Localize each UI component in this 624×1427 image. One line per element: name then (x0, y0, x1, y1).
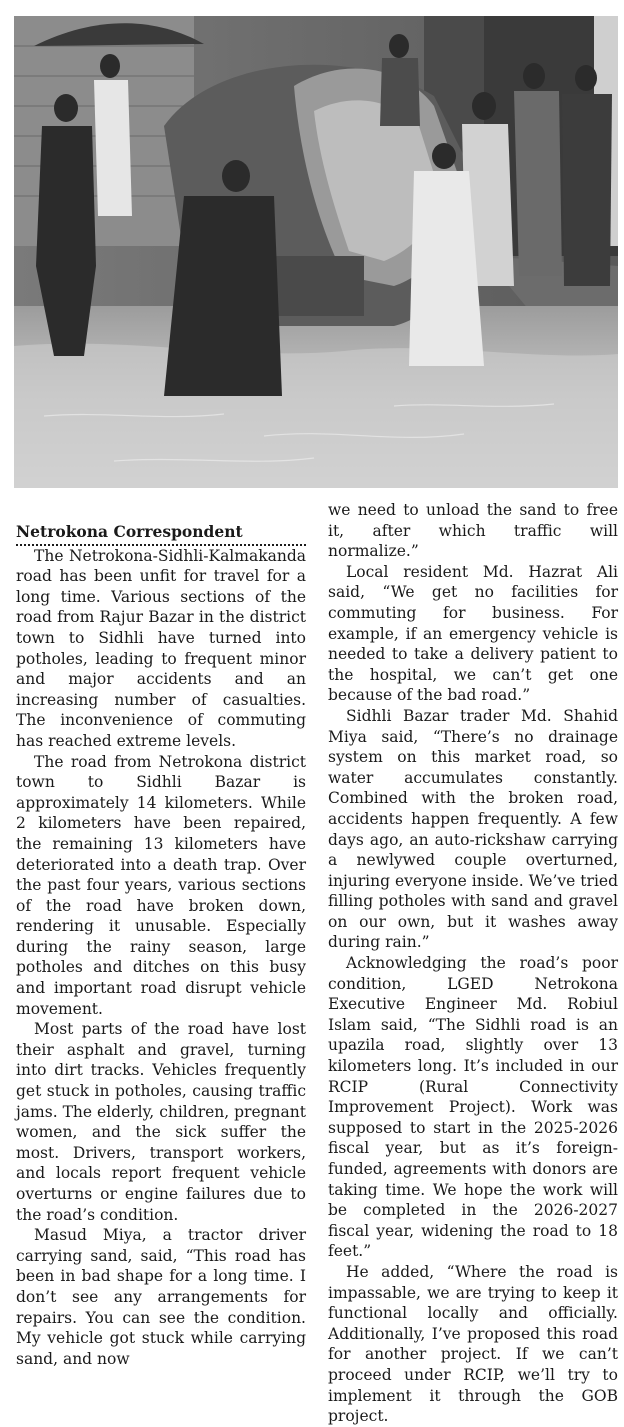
article-paragraph-continuation: we need to unload the sand to free it, after which traffic will normalize.” (328, 501, 618, 561)
article-paragraph: Acknowledging the road’s poor condition, LGED Netrokona Executive Engineer Md. Robiul Islam said, “The Sidhli road is an upazila road, slightly over 13 kilometers long. It’s included in our RCIP (Rural Connectivity Improvement Project). Work was supposed to start in the 2025-2026 fiscal year, but as it’s foreign-funded, agreements with donors are taking time. We hope the work will be completed in the 2026-2027 fiscal year, widening the road to 18 feet.” (328, 954, 618, 1261)
article-paragraph: Sidhli Bazar trader Md. Shahid Miya said, “There’s no drainage system on this market road, so water accumulates constantly. Combined with the broken road, accidents happen frequently. A few days ago, an auto-rickshaw carrying a newlywed couple overturned, injuring everyone inside. We’ve tried filling potholes with sand and gravel on our own, but it washes away during rain.” (328, 706, 618, 952)
news-photo (14, 16, 618, 488)
byline: Netrokona Correspondent (16, 522, 306, 546)
flood-scene-image (14, 16, 618, 488)
article-paragraph: The Netrokona-Sidhli-Kalmakanda road has been unfit for travel for a long time. Various sections of the road from Rajur Bazar in the district town to Sidhli have turned into potholes, leading to frequent minor and major accidents and an increasing number of casualties. The inconvenience of commuting has reached extreme levels. (16, 546, 306, 750)
article-column-left (16, 500, 306, 1369)
article-paragraph: The road from Netrokona district town to Sidhli Bazar is approximately 14 kilometers. While 2 kilometers have been repaired, the remaining 13 kilometers have deteriorated into a death trap. Over the past four years, various sections of the road have broken down, rendering it unusable. Especially during the rainy season, large potholes and ditches on this busy and important road disrupt vehicle movement. (16, 752, 306, 1018)
article-paragraph: He added, “Where the road is impassable, we are trying to keep it functional locally and officially. Additionally, I’ve proposed this road for another project. If we can’t proceed under RCIP, we’ll try to implement it through the GOB project. (328, 1262, 618, 1426)
article-paragraph: Masud Miya, a tractor driver carrying sand, said, “This road has been in bad shape for a long time. I don’t see any arrangements for repairs. You can see the condition. My vehicle got stuck while carrying sand, and now (16, 1226, 306, 1368)
article-paragraph: Most parts of the road have lost their asphalt and gravel, turning into dirt tracks. Vehicles frequently get stuck in potholes, causing traffic jams. The elderly, children, pregnant women, and the sick suffer the most. Drivers, transport workers, and locals report frequent vehicle overturns or engine failures due to the road’s condition. (16, 1020, 306, 1224)
article-column-right (328, 500, 618, 1427)
article-paragraph: Local resident Md. Hazrat Ali said, “We get no facilities for commuting for business. For example, if an emergency vehicle is needed to take a delivery patient to the hospital, we can’t get one because of the bad road.” (328, 562, 618, 705)
